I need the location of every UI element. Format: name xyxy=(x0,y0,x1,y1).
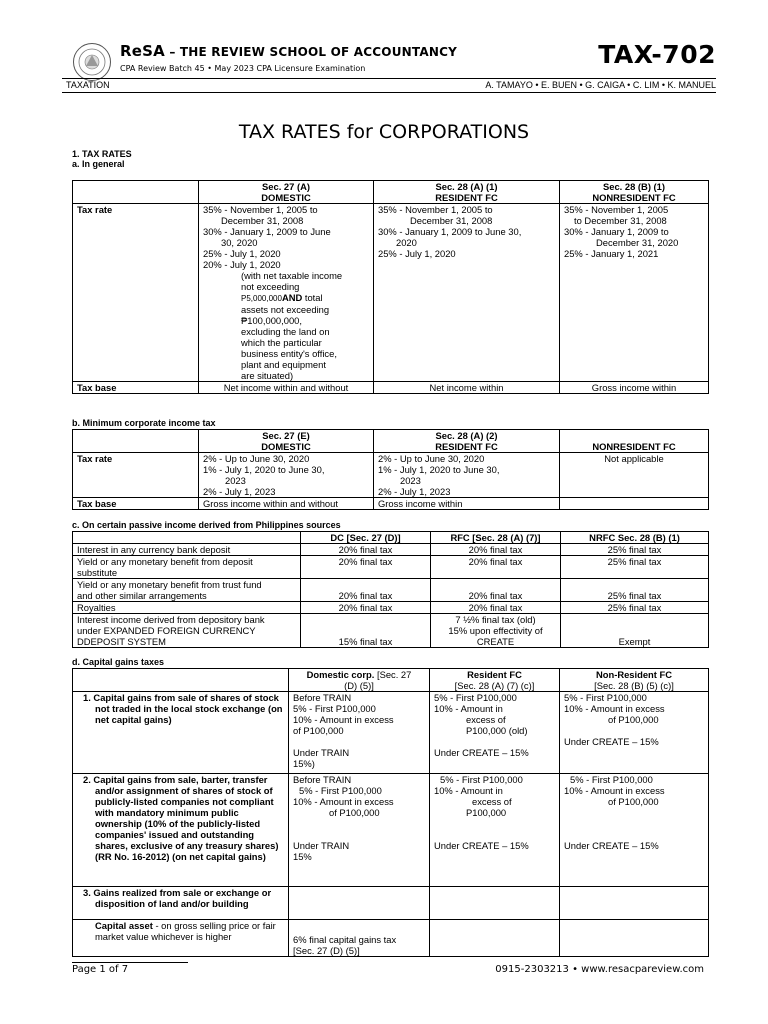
table-row xyxy=(73,453,709,498)
rfc-cell: 20% final tax xyxy=(431,579,561,602)
header-blank xyxy=(73,669,289,692)
income-label: Yield or any monetary benefit from deposit substitute xyxy=(73,556,301,579)
table-row xyxy=(73,544,709,556)
nrfc-cell: 5% - First P100,000 10% - Amount in excess of P100,000 Under CREATE – 15% xyxy=(560,774,709,887)
dc-cell: 6% final capital gains tax [Sec. 27 (D) (5)] xyxy=(289,920,430,957)
nrfc-cell xyxy=(560,887,709,920)
table-general-rates xyxy=(72,180,709,394)
nonresident-rate-cell: 35% - November 1, 2005 to December 31, 2008 30% - January 1, 2009 to December 31, 2020 25% - January 1, 2021 xyxy=(560,204,709,382)
resident-rate-cell: 2% - Up to June 30, 2020 1% - July 1, 2020 to June 30, 2023 2% - July 1, 2023 xyxy=(374,453,560,498)
section-a-heading: a. In general xyxy=(72,159,125,169)
footer-contact: 0915-2303213 • www.resacpareview.com xyxy=(495,964,704,975)
document-code: TAX-702 xyxy=(598,40,716,69)
dc-cell: 20% final tax xyxy=(301,544,431,556)
table-row xyxy=(73,774,709,887)
dc-cell: Before TRAIN 5% - First P100,000 10% - Amount in excess of P100,000 Under TRAIN 15% xyxy=(289,774,430,887)
batch-line: CPA Review Batch 45 • May 2023 CPA Licensure Examination xyxy=(120,64,366,73)
section-1-heading: 1. TAX RATES xyxy=(72,149,132,159)
header-resident-fc: Sec. 28 (A) (1) RESIDENT FC xyxy=(374,181,560,204)
rfc-cell: 20% final tax xyxy=(431,544,561,556)
dc-cell: 20% final tax xyxy=(301,602,431,614)
nonresident-base-cell: Gross income within xyxy=(560,382,709,394)
income-label: Interest in any currency bank deposit xyxy=(73,544,301,556)
rfc-cell: 7 ½% final tax (old) 15% upon effectivity of CREATE xyxy=(431,614,561,648)
page-number: Page 1 of 7 xyxy=(72,964,129,975)
resident-base-cell: Gross income within xyxy=(374,498,560,510)
table-row xyxy=(73,204,709,382)
row-label: Tax rate xyxy=(73,204,199,382)
row-label: Tax base xyxy=(73,498,199,510)
resident-rate-cell: 35% - November 1, 2005 to December 31, 2008 30% - January 1, 2009 to June 30, 2020 25% - July 1, 2020 xyxy=(374,204,560,382)
domestic-base-cell: Gross income within and without xyxy=(199,498,374,510)
table-row xyxy=(73,920,709,957)
table-header-row xyxy=(73,430,709,453)
rfc-cell: 20% final tax xyxy=(431,602,561,614)
header-rule-bottom xyxy=(62,92,716,93)
header-rfc: RFC [Sec. 28 (A) (7)] xyxy=(431,532,561,544)
section-b-heading: b. Minimum corporate income tax xyxy=(72,418,216,428)
row-label: Tax base xyxy=(73,382,199,394)
table-row xyxy=(73,602,709,614)
header-nonresident-fc: Sec. 28 (B) (1) NONRESIDENT FC xyxy=(560,181,709,204)
header-rule xyxy=(62,78,716,79)
header-resident-fc: Sec. 28 (A) (2) RESIDENT FC xyxy=(374,430,560,453)
section-c-heading: c. On certain passive income derived from Philippines sources xyxy=(72,520,341,530)
nrfc-cell: Exempt xyxy=(561,614,709,648)
footer-rule xyxy=(72,962,188,963)
authors-line: A. TAMAYO • E. BUEN • G. CAIGA • C. LIM • K. MANUEL xyxy=(485,80,716,90)
nonresident-rate-cell: Not applicable xyxy=(560,453,709,498)
table-row xyxy=(73,498,709,510)
rfc-cell: 5% - First P100,000 10% - Amount in excess of P100,000 (old) Under CREATE – 15% xyxy=(430,692,560,774)
table-row xyxy=(73,382,709,394)
header-blank xyxy=(73,430,199,453)
income-label: Royalties xyxy=(73,602,301,614)
resa-seal-logo xyxy=(72,42,112,82)
table-mcit xyxy=(72,429,709,510)
nrfc-cell xyxy=(560,920,709,957)
nrfc-cell: 25% final tax xyxy=(561,602,709,614)
table-passive-income xyxy=(72,531,709,648)
table-capital-gains xyxy=(72,668,709,957)
brand-name: ReSA – THE REVIEW SCHOOL OF ACCOUNTANCY xyxy=(120,42,457,60)
header-domestic-corp: Domestic corp. [Sec. 27 (D) (5)] xyxy=(289,669,430,692)
row-label: Tax rate xyxy=(73,453,199,498)
domestic-base-cell: Net income within and without xyxy=(199,382,374,394)
header-domestic: Sec. 27 (E) DOMESTIC xyxy=(199,430,374,453)
header-nrfc: NRFC Sec. 28 (B) (1) xyxy=(561,532,709,544)
gain-type-label: 2. Capital gains from sale, barter, transfer and/or assignment of shares of stock of publicly-listed companies not compliant with mandatory minimum public ownership (10% of the publicly-listed companies' issued and outstanding shares, exclusive of any treasury shares) (RR No. 16-2012) (on net capital gains) xyxy=(73,774,289,887)
header-dc: DC [Sec. 27 (D)] xyxy=(301,532,431,544)
header-resident-fc: Resident FC [Sec. 28 (A) (7) (c)] xyxy=(430,669,560,692)
header-blank xyxy=(73,532,301,544)
table-header-row xyxy=(73,532,709,544)
gain-type-label: 1. Capital gains from sale of shares of stock not traded in the local stock exchange (on net capital gains) xyxy=(73,692,289,774)
table-row xyxy=(73,579,709,602)
header-blank xyxy=(73,181,199,204)
rfc-cell xyxy=(430,887,560,920)
section-d-heading: d. Capital gains taxes xyxy=(72,657,165,667)
resident-base-cell: Net income within xyxy=(374,382,560,394)
nrfc-cell: 25% final tax xyxy=(561,556,709,579)
header-domestic: Sec. 27 (A) DOMESTIC xyxy=(199,181,374,204)
dc-cell: 20% final tax xyxy=(301,556,431,579)
table-row xyxy=(73,692,709,774)
table-row xyxy=(73,887,709,920)
income-label: Interest income derived from depository bank under EXPANDED FOREIGN CURRENCY DDEPOSIT SYSTEM xyxy=(73,614,301,648)
income-label: Yield or any monetary benefit from trust fund and other similar arrangements xyxy=(73,579,301,602)
nrfc-cell: 25% final tax xyxy=(561,579,709,602)
capital-asset-label: Capital asset - on gross selling price or fair market value whichever is higher xyxy=(73,920,289,957)
header-nonresident-fc: Non-Resident FC [Sec. 28 (B) (5) (c)] xyxy=(560,669,709,692)
rfc-cell: 5% - First P100,000 10% - Amount in excess of P100,000 Under CREATE – 15% xyxy=(430,774,560,887)
table-row xyxy=(73,614,709,648)
rfc-cell xyxy=(430,920,560,957)
dc-cell xyxy=(289,887,430,920)
gain-type-label: 3. Gains realized from sale or exchange or disposition of land and/or building xyxy=(73,887,289,920)
table-header-row xyxy=(73,181,709,204)
domestic-rate-cell: 2% - Up to June 30, 2020 1% - July 1, 2020 to June 30, 2023 2% - July 1, 2023 xyxy=(199,453,374,498)
nrfc-cell: 5% - First P100,000 10% - Amount in excess of P100,000 Under CREATE – 15% xyxy=(560,692,709,774)
subject-label: TAXATION xyxy=(66,80,110,90)
domestic-rate-cell: 35% - November 1, 2005 to December 31, 2008 30% - January 1, 2009 to June 30, 2020 25% - July 1, 2020 20% - July 1, 2020 (with net taxable income not exceeding P5,000,000AND total assets not exceeding ₱100,000,000, excluding the land on which the particular business entity's office, plant and equipment are situated) xyxy=(199,204,374,382)
rfc-cell: 20% final tax xyxy=(431,556,561,579)
page-title: TAX RATES for CORPORATIONS xyxy=(238,121,530,143)
header-nonresident-fc: NONRESIDENT FC xyxy=(560,430,709,453)
nonresident-base-cell xyxy=(560,498,709,510)
dc-cell: 15% final tax xyxy=(301,614,431,648)
dc-cell: 20% final tax xyxy=(301,579,431,602)
nrfc-cell: 25% final tax xyxy=(561,544,709,556)
dc-cell: Before TRAIN 5% - First P100,000 10% - Amount in excess of P100,000 Under TRAIN 15%) xyxy=(289,692,430,774)
table-row xyxy=(73,556,709,579)
table-header-row xyxy=(73,669,709,692)
